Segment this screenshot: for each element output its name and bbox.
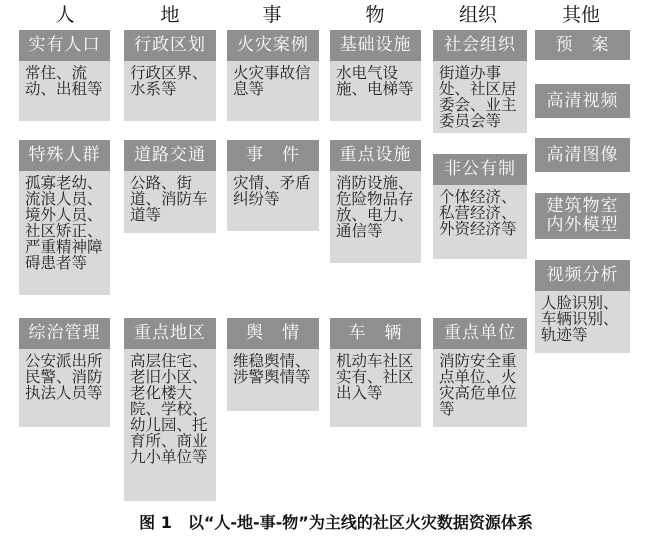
box-shijian — [227, 140, 319, 231]
box-title: 视频分析 — [535, 260, 630, 291]
box-title: 重点地区 — [124, 318, 216, 349]
box-text: 街道办事处、社区居委会、业主委员会等 — [433, 61, 527, 133]
box-xingzhengquhua — [124, 30, 216, 121]
box-text: 灾情、矛盾纠纷等 — [227, 171, 319, 231]
box-shipinfenxi — [535, 260, 630, 353]
box-text: 火灾事故信息等 — [227, 61, 319, 121]
box-title: 车 辆 — [330, 318, 421, 349]
box-text: 公路、街道、消防车道等 — [124, 171, 216, 233]
box-title: 道路交通 — [124, 140, 216, 171]
column-header-wu: 物 — [365, 4, 385, 26]
box-daolujiaotong — [124, 140, 216, 233]
box-title: 高清视频 — [535, 84, 630, 118]
box-title: 舆 情 — [227, 318, 319, 349]
box-title: 综治管理 — [19, 318, 110, 349]
box-title: 高清图像 — [535, 138, 630, 172]
box-yuqing — [227, 318, 319, 411]
box-title: 实有人口 — [19, 30, 110, 61]
box-text: 维稳舆情、涉警舆情等 — [227, 349, 319, 411]
box-text: 机动车社区实有、社区出入等 — [330, 349, 421, 427]
box-text: 个体经济、私营经济、外资经济等 — [433, 185, 527, 259]
box-huozaianli — [227, 30, 319, 121]
box-zhongdiandanwei — [433, 318, 527, 427]
box-text: 人脸识别、车辆识别、轨迹等 — [535, 291, 630, 353]
box-shehuizuzhi — [433, 30, 527, 133]
box-text: 水电气设施、电梯等 — [330, 61, 421, 121]
box-zongzhiguanli — [19, 318, 110, 427]
box-text: 行政区界、水系等 — [124, 61, 216, 121]
box-cheliang — [330, 318, 421, 427]
box-feigongyouzhi — [433, 154, 527, 259]
box-text: 消防设施、危险物品存放、电力、通信等 — [330, 171, 421, 263]
box-yuan — [535, 30, 630, 60]
box-title: 重点设施 — [330, 140, 421, 171]
column-header-di: 地 — [160, 4, 180, 26]
box-teshurenqun — [19, 140, 110, 295]
box-title: 建筑物室内外模型 — [535, 193, 630, 239]
box-text: 消防安全重点单位、火灾高危单位等 — [433, 349, 527, 427]
box-gaoqingtuxiang — [535, 138, 630, 172]
box-title: 非公有制 — [433, 154, 527, 185]
box-zhongdiandiqu — [124, 318, 216, 501]
column-header-ren: 人 — [55, 4, 75, 26]
box-jianzhuwushi — [535, 193, 630, 239]
box-title: 特殊人群 — [19, 140, 110, 171]
box-text: 公安派出所民警、消防执法人员等 — [19, 349, 110, 427]
box-shiyourenkou — [19, 30, 110, 121]
box-text: 高层住宅、老旧小区、老化楼大院、学校、幼儿园、托育所、商业九小单位等 — [124, 349, 216, 501]
box-zhongdiansheshi — [330, 140, 421, 263]
column-header-zuzhi: 组织 — [458, 4, 497, 26]
column-header-shi: 事 — [262, 4, 282, 26]
figure-caption: 图 1 以“人-地-事-物”为主线的社区火灾数据资源体系 — [139, 513, 533, 532]
box-text: 孤寡老幼、流浪人员、境外人员、社区矫正、严重精神障碍患者等 — [19, 171, 110, 295]
box-title: 重点单位 — [433, 318, 527, 349]
column-header-qita: 其他 — [561, 4, 600, 26]
box-title: 行政区划 — [124, 30, 216, 61]
box-text: 常住、流动、出租等 — [19, 61, 110, 121]
box-title: 事 件 — [227, 140, 319, 171]
box-jichusheshi — [330, 30, 421, 121]
box-gaoqingshipin — [535, 84, 630, 118]
box-title: 基础设施 — [330, 30, 421, 61]
box-title: 火灾案例 — [227, 30, 319, 61]
box-title: 社会组织 — [433, 30, 527, 61]
box-title: 预 案 — [535, 30, 630, 60]
